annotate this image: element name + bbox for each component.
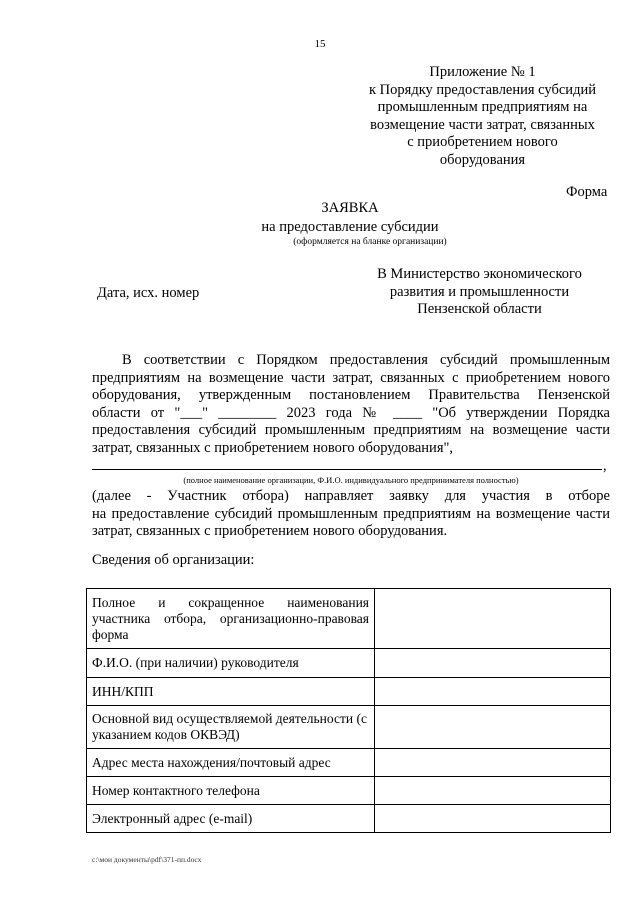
appendix-line: с приобретением нового bbox=[407, 134, 558, 151]
row-value-cell[interactable] bbox=[375, 589, 611, 649]
row-value-cell[interactable] bbox=[375, 706, 611, 749]
table-row bbox=[87, 649, 611, 678]
paragraph-line: затрат, связанных с приобретением нового оборудования. bbox=[92, 523, 448, 540]
file-path-footer: c:\мои документы\pdf\371-пп.docx bbox=[92, 855, 202, 864]
section-title: Сведения об организации: bbox=[92, 552, 255, 568]
addressee-line: развития и промышленности bbox=[389, 283, 570, 300]
fill-line-hint: (полное наименование организации, Ф.И.О. индивидуального предпринимателя полностью) bbox=[183, 475, 519, 485]
table-row bbox=[87, 805, 611, 833]
appendix-line: к Порядку предоставления субсидий bbox=[369, 81, 596, 98]
document-title: ЗАЯВКА bbox=[321, 200, 379, 216]
table-row bbox=[87, 777, 611, 805]
intro-paragraph bbox=[92, 352, 610, 458]
table-row bbox=[87, 749, 611, 777]
paragraph-line: оборудования, утвержденным постановлением Правительства Пензенской bbox=[92, 387, 610, 404]
organization-name-fill-line[interactable] bbox=[92, 469, 602, 470]
document-subtitle: на предоставление субсидии bbox=[261, 219, 439, 235]
row-value-cell[interactable] bbox=[375, 649, 611, 678]
appendix-header bbox=[355, 64, 610, 170]
appendix-line: возмещение части затрат, связанных bbox=[370, 116, 595, 133]
table-row bbox=[87, 589, 611, 649]
row-label: Номер контактного телефона bbox=[87, 777, 375, 805]
paragraph-line: предоставления субсидий промышленным предприятиям на возмещение части bbox=[92, 422, 610, 439]
fill-line-comma: , bbox=[603, 458, 607, 474]
document-subnote: (оформляется на бланке организации) bbox=[293, 237, 447, 247]
row-label: ИНН/КПП bbox=[87, 678, 375, 706]
page-number: 15 bbox=[314, 38, 326, 50]
form-label: Форма bbox=[566, 184, 608, 200]
row-label: Полное и сокращенное наименования участника отбора, организационно-правовая форма bbox=[87, 589, 375, 649]
paragraph-line: на предоставление субсидий промышленным предприятиям на возмещение части bbox=[92, 505, 610, 522]
appendix-line: оборудования bbox=[439, 151, 526, 168]
addressee-block bbox=[366, 266, 593, 319]
row-label: Адрес места нахождения/почтовый адрес bbox=[87, 749, 375, 777]
appendix-line: Приложение № 1 bbox=[429, 64, 536, 80]
date-number-label: Дата, исх. номер bbox=[97, 285, 200, 301]
row-value-cell[interactable] bbox=[375, 749, 611, 777]
paragraph-line: области от "___" ________ 2023 года № ____ "Об утверждении Порядка bbox=[92, 404, 610, 421]
row-label: Ф.И.О. (при наличии) руководителя bbox=[87, 649, 375, 678]
paragraph-line: предприятиям на возмещение части затрат, связанных с приобретением нового bbox=[92, 369, 610, 386]
paragraph-line: В соответствии с Порядком предоставления субсидий промышленным bbox=[122, 352, 610, 368]
row-label: Электронный адрес (e-mail) bbox=[87, 805, 375, 833]
participant-paragraph bbox=[92, 488, 610, 541]
row-value-cell[interactable] bbox=[375, 678, 611, 706]
table-row bbox=[87, 678, 611, 706]
row-label: Основной вид осуществляемой деятельности (с указанием кодов ОКВЭД) bbox=[87, 706, 375, 749]
row-value-cell[interactable] bbox=[375, 805, 611, 833]
appendix-line: промышленным предприятиям на bbox=[377, 99, 588, 116]
paragraph-line: затрат, связанных с приобретением нового оборудования", bbox=[92, 439, 454, 456]
row-value-cell[interactable] bbox=[375, 777, 611, 805]
addressee-line: В Министерство экономического bbox=[377, 266, 582, 282]
organization-info-table bbox=[86, 588, 611, 833]
paragraph-line: (далее - Участник отбора) направляет заявку для участия в отборе bbox=[92, 488, 610, 504]
table-row bbox=[87, 706, 611, 749]
addressee-line: Пензенской области bbox=[417, 301, 542, 317]
